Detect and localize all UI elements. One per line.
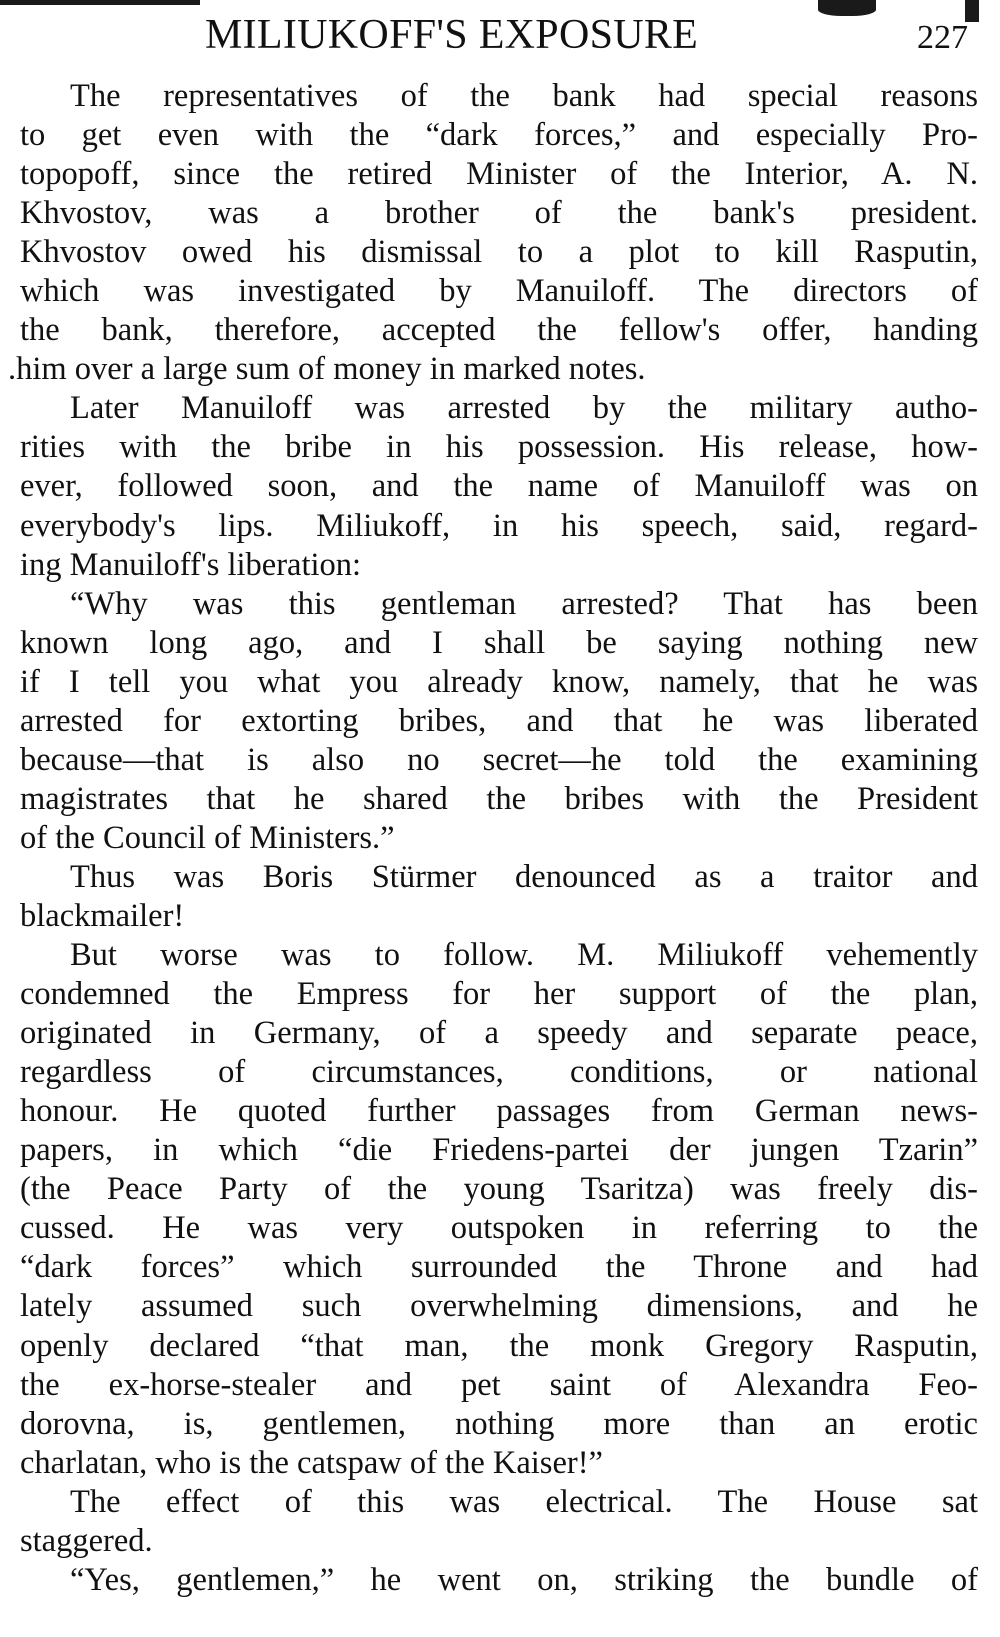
text-line: rities with the bribe in his possession. His release, how- <box>20 429 978 466</box>
text-line: regardless of circumstances, conditions, or national <box>20 1054 978 1091</box>
text-line: if I tell you what you already know, namely, that he was <box>20 663 978 700</box>
text-line: papers, in which “die Friedens-partei der jungen Tzarin” <box>20 1132 978 1169</box>
text-line: cussed. He was very outspoken in referring to the <box>20 1210 978 1247</box>
text-line: magistrates that he shared the bribes with the President <box>20 780 978 817</box>
text-line: Thus was Boris Stürmer denounced as a traitor and <box>70 858 978 895</box>
text-line: Later Manuiloff was arrested by the military autho- <box>70 390 978 427</box>
page-number: 227 <box>917 19 968 56</box>
scan-smudge <box>0 0 200 5</box>
text-line: because—that is also no secret—he told the examining <box>20 741 978 778</box>
text-line: (the Peace Party of the young Tsaritza) was freely dis- <box>20 1171 978 1208</box>
text-line: to get even with the “dark forces,” and especially Pro- <box>20 117 978 154</box>
text-line: “Yes, gentlemen,” he went on, striking the bundle of <box>70 1561 978 1598</box>
text-line: the bank, therefore, accepted the fellow's offer, handing <box>20 312 978 349</box>
text-line: ever, followed soon, and the name of Manuiloff was on <box>20 468 978 505</box>
text-line: charlatan, who is the catspaw of the Kaiser!” <box>20 1444 603 1481</box>
text-line: lately assumed such overwhelming dimensions, and he <box>20 1288 978 1325</box>
text-line: “dark forces” which surrounded the Throne and had <box>20 1249 978 1286</box>
running-title: MILIUKOFF'S EXPOSURE <box>205 12 699 58</box>
text-line: blackmailer! <box>20 897 185 934</box>
text-line: openly declared “that man, the monk Gregory Rasputin, <box>20 1327 978 1364</box>
text-line: which was investigated by Manuiloff. The directors of <box>20 273 978 310</box>
text-line: honour. He quoted further passages from German news- <box>20 1093 978 1130</box>
text-line: ing Manuiloff's liberation: <box>20 546 362 583</box>
body-text <box>8 77 978 1600</box>
text-line: arrested for extorting bribes, and that he was liberated <box>20 702 978 739</box>
text-line: “Why was this gentleman arrested? That has been <box>70 585 978 622</box>
text-line: originated in Germany, of a speedy and separate peace, <box>20 1015 978 1052</box>
text-line: everybody's lips. Miliukoff, in his speech, said, regard- <box>20 507 978 544</box>
text-line: staggered. <box>20 1522 153 1559</box>
text-line: of the Council of Ministers.” <box>20 819 395 856</box>
text-line: Khvostov owed his dismissal to a plot to kill Rasputin, <box>20 234 978 271</box>
text-line: condemned the Empress for her support of the plan, <box>20 976 978 1013</box>
page-header <box>0 6 1000 66</box>
text-line: .him over a large sum of money in marked notes. <box>8 351 646 388</box>
text-line: Khvostov, was a brother of the bank's president. <box>20 195 978 232</box>
text-line: the ex-horse-stealer and pet saint of Alexandra Feo- <box>20 1366 978 1403</box>
text-line: known long ago, and I shall be saying nothing new <box>20 624 978 661</box>
text-line: The representatives of the bank had special reasons <box>70 78 978 114</box>
text-line: But worse was to follow. M. Miliukoff vehemently <box>70 937 978 974</box>
text-line: topopoff, since the retired Minister of the Interior, A. N. <box>20 156 978 193</box>
text-line: The effect of this was electrical. The House sat <box>70 1483 978 1520</box>
text-line: dorovna, is, gentlemen, nothing more than an erotic <box>20 1405 978 1442</box>
